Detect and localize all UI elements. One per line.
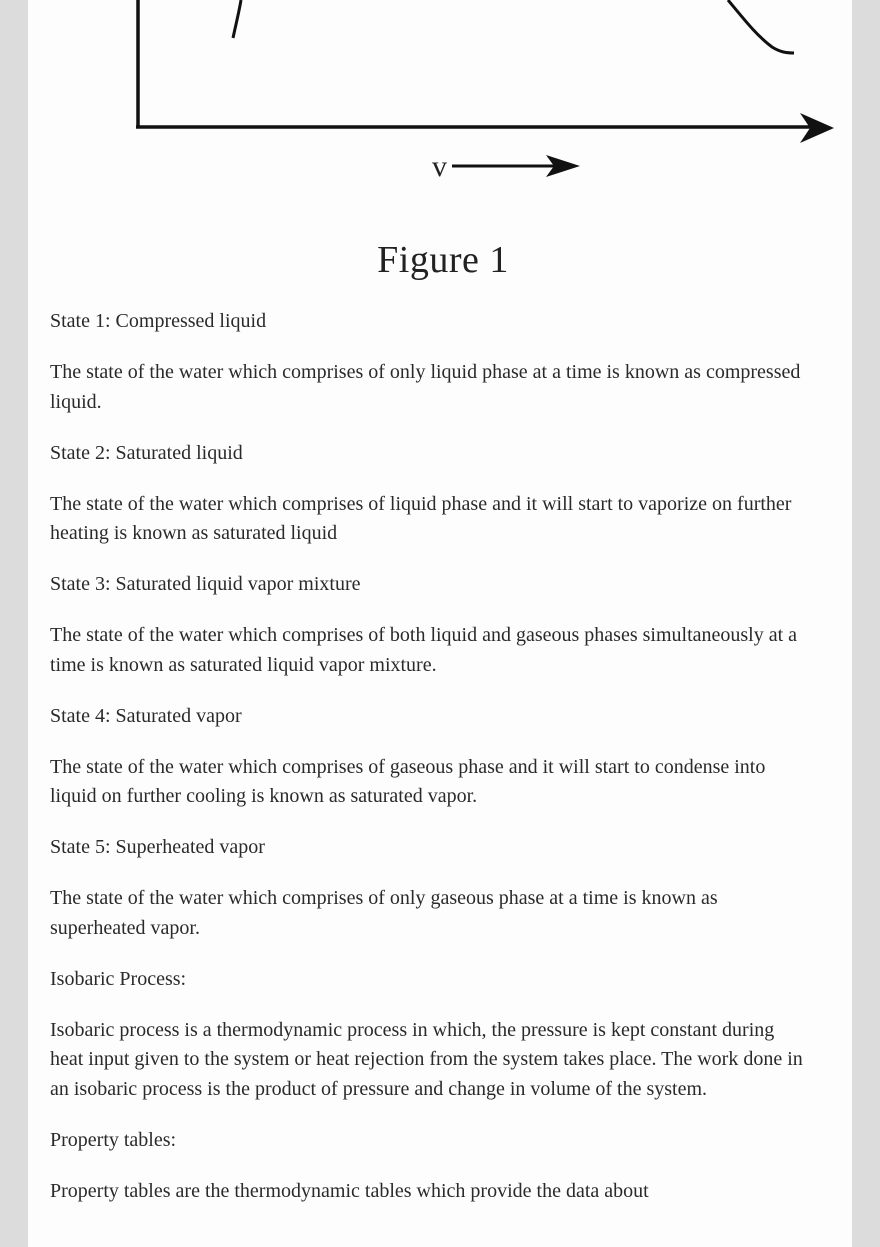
section-text-state-1: The state of the water which comprises of only liquid phase at a time is known as compressed liquid. <box>50 361 801 413</box>
section-text-isobaric: Isobaric process is a thermodynamic process in which, the pressure is kept constant during heat input given to the system or heat rejection from the system takes place. The work done in an isobaric process is the product of pressure and change in volume of the system. <box>50 1018 803 1100</box>
curve-left-fragment <box>233 0 241 38</box>
axis-label-v: v <box>432 150 447 183</box>
section-heading-property-tables: Property tables: <box>50 1128 177 1151</box>
section-heading-state-4: State 4: Saturated vapor <box>50 704 242 727</box>
document-page <box>28 0 852 1247</box>
section-heading-state-2: State 2: Saturated liquid <box>50 441 243 464</box>
section-heading-state-3: State 3: Saturated liquid vapor mixture <box>50 573 361 595</box>
section-text-property-tables: Property tables are the thermodynamic tables which provide the data about <box>50 1179 649 1202</box>
section-text-state-2: The state of the water which comprises of liquid phase and it will start to vaporize on further heating is known as saturated liquid <box>50 492 792 544</box>
section-text-state-3: The state of the water which comprises of both liquid and gaseous phases simultaneously at a time is known as saturated liquid vapor mixture. <box>50 624 798 676</box>
figure-diagram <box>28 0 852 230</box>
article-body <box>50 307 810 1228</box>
section-heading-state-5: State 5: Superheated vapor <box>50 836 265 858</box>
curve-right-fragment <box>728 0 794 53</box>
section-heading-state-1: State 1: Compressed liquid <box>50 310 267 332</box>
section-heading-isobaric: Isobaric Process: <box>50 967 187 990</box>
section-text-state-4: The state of the water which comprises of gaseous phase and it will start to condense into liquid on further cooling is known as saturated vapor. <box>50 755 766 807</box>
figure-caption: Figure 1 <box>377 239 509 281</box>
section-text-state-5: The state of the water which comprises of only gaseous phase at a time is known as superheated vapor. <box>50 887 718 939</box>
